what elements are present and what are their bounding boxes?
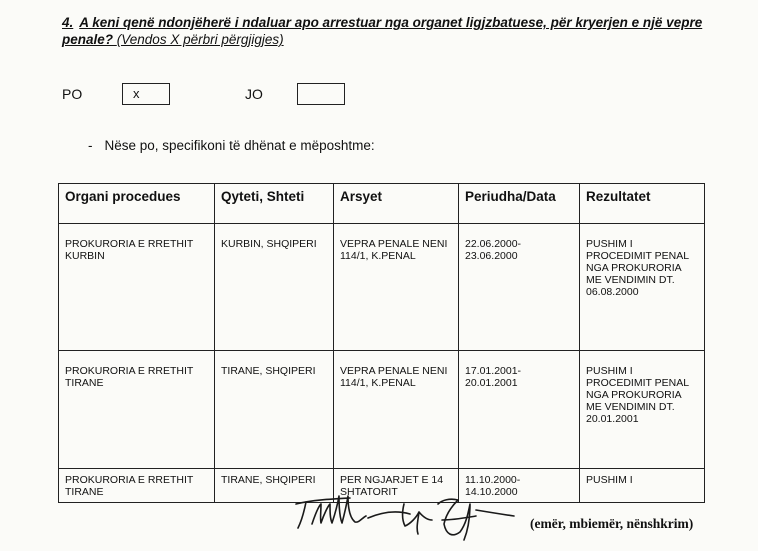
cell-period: 22.06.2000- 23.06.2000 bbox=[459, 224, 580, 351]
table-row bbox=[59, 224, 705, 351]
no-checkbox[interactable] bbox=[297, 83, 345, 105]
cell-reason: VEPRA PENALE NENI 114/1, K.PENAL bbox=[334, 224, 459, 351]
no-label: JO bbox=[245, 86, 263, 102]
question-hint: (Vendos X përbri përgjigjes) bbox=[116, 32, 284, 47]
cell-city: TIRANE, SHQIPERI bbox=[215, 351, 334, 469]
header-organ: Organi procedues bbox=[59, 184, 215, 224]
cell-result: PUSHIM I PROCEDIMIT PENAL NGA PROKURORIA ME VENDIMIN DT. 06.08.2000 bbox=[580, 224, 705, 351]
cell-period: 11.10.2000- 14.10.2000 bbox=[459, 469, 580, 503]
cell-reason: VEPRA PENALE NENI 114/1, K.PENAL bbox=[334, 351, 459, 469]
table-header-row bbox=[59, 184, 705, 224]
question-title bbox=[62, 14, 722, 48]
cell-reason: PER NGJARJET E 14 SHTATORIT bbox=[334, 469, 459, 503]
cell-result: PUSHIM I bbox=[580, 469, 705, 503]
yes-checkbox[interactable]: x bbox=[122, 83, 170, 105]
handwritten-signature bbox=[292, 490, 522, 548]
question-number: 4. bbox=[62, 15, 74, 30]
header-period: Periudha/Data bbox=[459, 184, 580, 224]
header-city: Qyteti, Shteti bbox=[215, 184, 334, 224]
records-table bbox=[58, 183, 705, 503]
instruction-dash: - bbox=[88, 138, 93, 153]
yes-label: PO bbox=[62, 86, 83, 102]
cell-organ: PROKURORIA E RRETHIT TIRANE bbox=[59, 351, 215, 469]
header-result: Rezultatet bbox=[580, 184, 705, 224]
table-row bbox=[59, 351, 705, 469]
instruction-text: Nëse po, specifikoni të dhënat e mëposhtme: bbox=[104, 138, 375, 153]
cell-city: TIRANE, SHQIPERI bbox=[215, 469, 334, 503]
cell-organ: PROKURORIA E RRETHIT TIRANE bbox=[59, 469, 215, 503]
cell-city: KURBIN, SHQIPERI bbox=[215, 224, 334, 351]
instruction bbox=[88, 138, 375, 153]
cell-organ: PROKURORIA E RRETHIT KURBIN bbox=[59, 224, 215, 351]
cell-result: PUSHIM I PROCEDIMIT PENAL NGA PROKURORIA ME VENDIMIN DT. 20.01.2001 bbox=[580, 351, 705, 469]
cell-period: 17.01.2001- 20.01.2001 bbox=[459, 351, 580, 469]
question-text: A keni qenë ndonjëherë i ndaluar apo arrestuar nga organet ligjzbatuese, për kryerjen e një vepre penale? bbox=[62, 15, 703, 47]
header-reason: Arsyet bbox=[334, 184, 459, 224]
signature-caption: (emër, mbiemër, nënshkrim) bbox=[530, 516, 694, 531]
